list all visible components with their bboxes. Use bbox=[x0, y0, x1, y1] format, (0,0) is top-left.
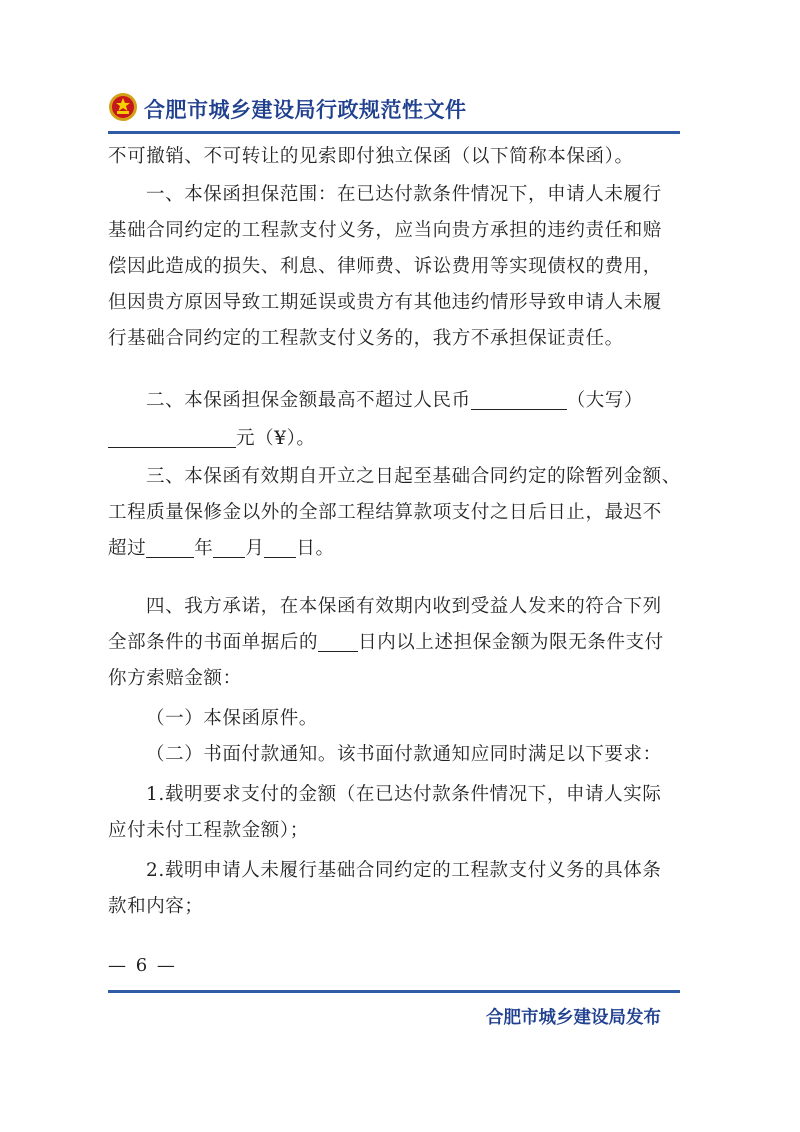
paragraph-line: 三、本保函有效期自开立之日起至基础合同约定的除暂列金额、 bbox=[146, 466, 681, 487]
paragraph-text: 月 bbox=[245, 538, 265, 559]
header-divider bbox=[108, 131, 680, 134]
fill-blank[interactable] bbox=[318, 631, 358, 652]
fill-blank[interactable] bbox=[108, 427, 236, 448]
footer-divider bbox=[108, 990, 680, 993]
paragraph-text: 元（¥）。 bbox=[236, 428, 316, 449]
paragraph-line: 偿因此造成的损失、利息、律师费、诉讼费用等实现债权的费用， bbox=[108, 256, 662, 277]
fill-blank[interactable] bbox=[146, 537, 194, 558]
national-emblem-icon bbox=[108, 92, 138, 122]
paragraph-line: 款和内容； bbox=[108, 896, 204, 917]
paragraph-text: 二、本保函担保金额最高不超过人民币 bbox=[146, 390, 471, 411]
document-header bbox=[108, 88, 680, 128]
paragraph-text: 日内以上述担保金额为限无条件支付 bbox=[358, 632, 664, 653]
paragraph-line: 但因贵方原因导致工期延误或贵方有其他违约情形导致申请人未履 bbox=[108, 292, 662, 313]
paragraph-line bbox=[146, 386, 643, 412]
paragraph-line: 基础合同约定的工程款支付义务，应当向贵方承担的违约责任和赔 bbox=[108, 220, 662, 241]
paragraph-line: 工程质量保修金以外的全部工程结算款项支付之日后日止，最迟不 bbox=[108, 502, 662, 523]
paragraph-text: 日。 bbox=[296, 538, 335, 559]
paragraph-line bbox=[108, 424, 316, 450]
fill-blank[interactable] bbox=[471, 389, 567, 410]
paragraph-line bbox=[108, 534, 335, 560]
paragraph-line: 不可撤销、不可转让的见索即付独立保函（以下简称本保函）。 bbox=[108, 146, 634, 167]
paragraph-text: 全部条件的书面单据后的 bbox=[108, 632, 319, 653]
fill-blank[interactable] bbox=[213, 537, 245, 558]
paragraph-text: 超过 bbox=[108, 538, 147, 559]
paragraph-line: 应付未付工程款金额）； bbox=[108, 820, 309, 841]
page-number: — 6 — bbox=[108, 955, 177, 976]
publisher-label: 合肥市城乡建设局发布 bbox=[486, 1008, 661, 1028]
paragraph-line bbox=[108, 628, 664, 654]
header-title: 合肥市城乡建设局行政规范性文件 bbox=[144, 98, 467, 122]
paragraph-line: （二）书面付款通知。该书面付款通知应同时满足以下要求： bbox=[146, 744, 662, 765]
paragraph-line: 你方索赔金额： bbox=[108, 668, 242, 689]
paragraph-text: （大写） bbox=[566, 390, 644, 411]
fill-blank[interactable] bbox=[264, 537, 296, 558]
paragraph-line: 一、本保函担保范围：在已达付款条件情况下，申请人未履行 bbox=[146, 184, 662, 205]
paragraph-line: （一）本保函原件。 bbox=[146, 708, 318, 729]
paragraph-line: 1.载明要求支付的金额（在已达付款条件情况下，申请人实际 bbox=[146, 784, 662, 805]
paragraph-line: 2.载明申请人未履行基础合同约定的工程款支付义务的具体条 bbox=[146, 860, 662, 881]
paragraph-line: 四、我方承诺，在本保函有效期内收到受益人发来的符合下列 bbox=[146, 596, 662, 617]
paragraph-line: 行基础合同约定的工程款支付义务的，我方不承担保证责任。 bbox=[108, 328, 624, 349]
paragraph-text: 年 bbox=[194, 538, 214, 559]
